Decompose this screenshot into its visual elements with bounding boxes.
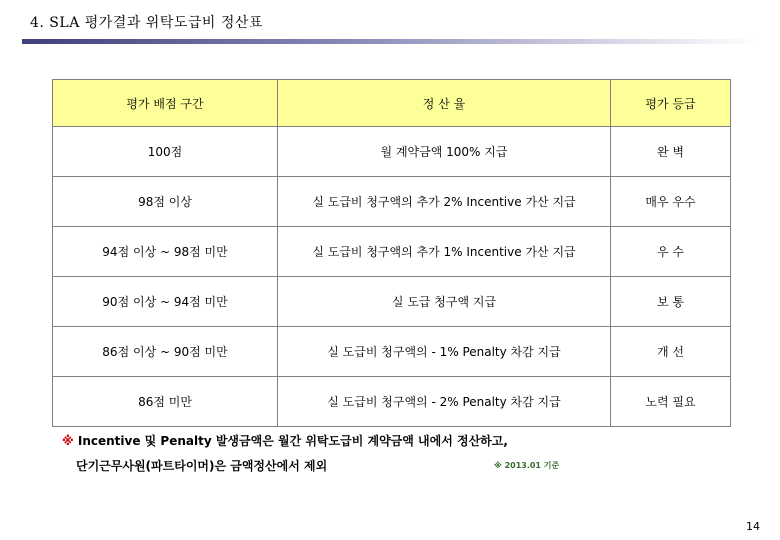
table-header-row [53, 80, 731, 127]
cell-settlement-rate: 실 도급 청구액 지급 [278, 277, 611, 327]
cell-grade: 노력 필요 [611, 377, 731, 427]
header-settlement-rate: 정 산 율 [278, 80, 611, 127]
cell-score-range: 100점 [53, 127, 278, 177]
cell-score-range: 94점 이상 ~ 98점 미만 [53, 227, 278, 277]
cell-grade: 완 벽 [611, 127, 731, 177]
cell-grade: 보 통 [611, 277, 731, 327]
table-row [53, 377, 731, 427]
cell-settlement-rate: 실 도급비 청구액의 - 1% Penalty 차감 지급 [278, 327, 611, 377]
page-title: 4. SLA 평가결과 위탁도급비 정산표 [30, 15, 263, 31]
header-grade: 평가 등급 [611, 80, 731, 127]
table-row [53, 177, 731, 227]
cell-grade: 우 수 [611, 227, 731, 277]
cell-score-range: 86점 미만 [53, 377, 278, 427]
cell-settlement-rate: 실 도급비 청구액의 - 2% Penalty 차감 지급 [278, 377, 611, 427]
table-row [53, 327, 731, 377]
cell-grade: 개 선 [611, 327, 731, 377]
footnote-text-1: Incentive 및 Penalty 발생금액은 월간 위탁도급비 계약금액 내에서 정산하고, [77, 434, 508, 448]
cell-settlement-rate: 실 도급비 청구액의 추가 2% Incentive 가산 지급 [278, 177, 611, 227]
cell-grade: 매우 우수 [611, 177, 731, 227]
title-underline-bar [22, 39, 760, 44]
table-row [53, 277, 731, 327]
reference-mark-icon: ※ [62, 434, 74, 448]
footnote-line-1 [62, 432, 508, 449]
footnote-line-2: 단기근무사원(파트타이머)은 금액정산에서 제외 [76, 459, 328, 473]
header-score-range: 평가 배점 구간 [53, 80, 278, 127]
page-number: 14 [746, 520, 760, 533]
cell-settlement-rate: 실 도급비 청구액의 추가 1% Incentive 가산 지급 [278, 227, 611, 277]
sla-settlement-table [52, 79, 731, 427]
table-row [53, 127, 731, 177]
cell-settlement-rate: 월 계약금액 100% 지급 [278, 127, 611, 177]
cell-score-range: 90점 이상 ~ 94점 미만 [53, 277, 278, 327]
cell-score-range: 86점 이상 ~ 90점 미만 [53, 327, 278, 377]
basis-date-note: ※ 2013.01 기준 [494, 461, 560, 470]
cell-score-range: 98점 이상 [53, 177, 278, 227]
table-row [53, 227, 731, 277]
